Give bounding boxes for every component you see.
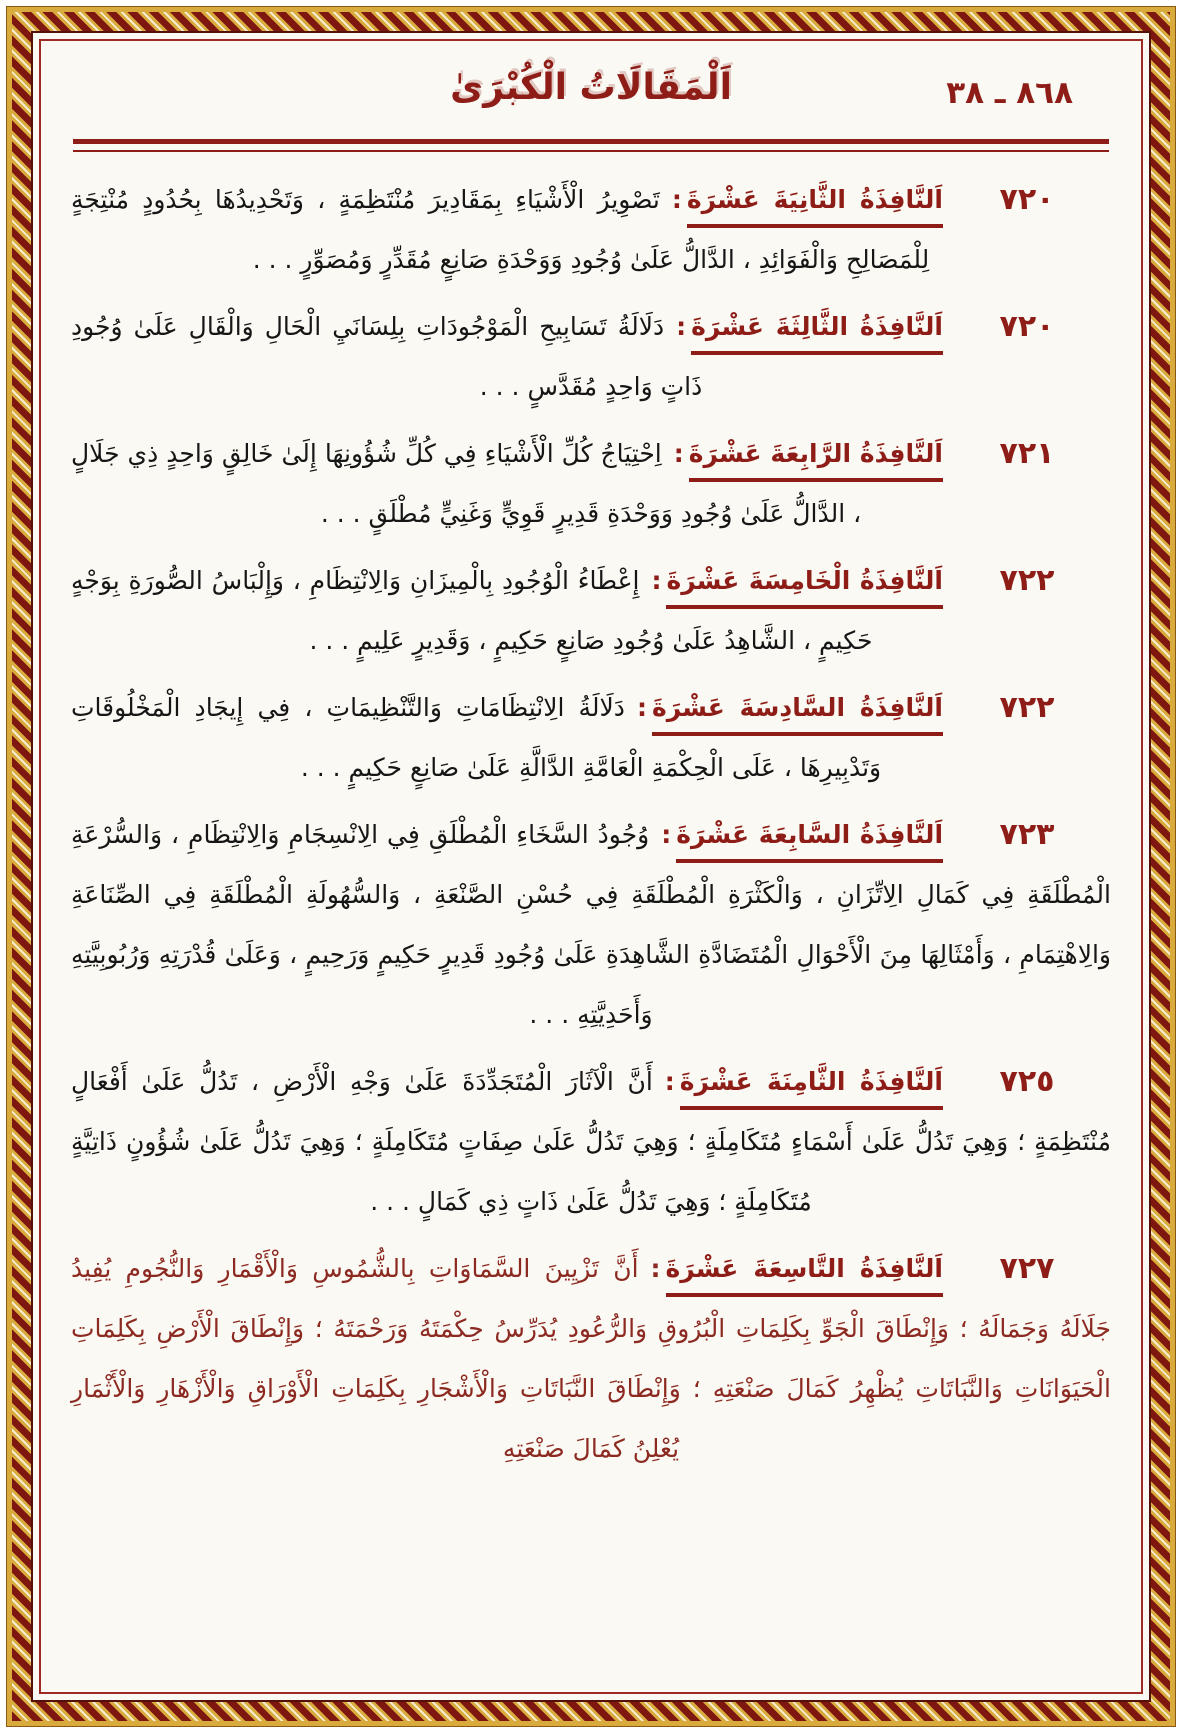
heading-colon: : <box>651 566 662 595</box>
paragraph-heading <box>666 1254 943 1283</box>
heading-colon: : <box>673 439 684 468</box>
paragraph <box>71 1239 1111 1479</box>
paragraph-body: دَلَالَةُ تَسَابِيحِ الْمَوْجُودَاتِ بِلِسَانَيِ الْحَالِ وَالْقَالِ عَلَىٰ وُجُودِ ذَاتٍ وَاحِدٍ مُقَدَّسٍ . . . <box>71 312 703 401</box>
paragraph <box>71 297 1111 417</box>
heading-colon: : <box>636 693 647 722</box>
heading-colon: : <box>650 1254 661 1283</box>
paragraph-heading <box>680 1067 943 1096</box>
header-divider <box>73 139 1109 152</box>
paragraph-heading <box>687 185 943 214</box>
paragraph-number: ٧٢٠ <box>999 309 1055 344</box>
paragraph-body: اِحْتِيَاجُ كُلِّ الْأَشْيَاءِ فِي كُلِّ شُؤُونِهَا إِلَىٰ خَالِقٍ وَاحِدٍ ذِي جَلَالٍ ، الدَّالُّ عَلَىٰ وُجُودِ وَوَحْدَةِ قَدِيرٍ قَوِيٍّ وَغَنِيٍّ مُطْلَقٍ . . . <box>71 439 862 528</box>
paragraph-body: أَنَّ تَزْيِينَ السَّمَاوَاتِ بِالشُّمُوسِ وَالْأَقْمَارِ وَالنُّجُومِ يُفِيدُ جَلَالَهُ وَجَمَالَهُ ؛ وَإِنْطَاقَ الْجَوِّ بِكَلِمَاتِ الْبُرُوقِ وَالرُّعُودِ يُدَرِّسُ حِكْمَتَهُ وَرَحْمَتَهُ ؛ وَإِنْطَاقَ الْأَرْضِ بِكَلِمَاتِ الْحَيَوَانَاتِ وَالنَّبَاتَاتِ يُظْهِرُ كَمَالَ صَنْعَتِهِ ؛ وَإِنْطَاقَ النَّبَاتَاتِ وَالْأَشْجَارِ بِكَلِمَاتِ الْأَوْرَاقِ وَالْأَزْهَارِ وَالْأَثْمَارِ يُعْلِنُ كَمَالَ صَنْعَتِهِ <box>71 1254 1111 1463</box>
paragraph-heading-text: اَلنَّافِذَةُ الْخَامِسَةَ عَشْرَةَ <box>666 566 943 595</box>
paragraph <box>71 1052 1111 1232</box>
paragraph-number: ٧٢٠ <box>999 182 1055 217</box>
paragraph-number: ٧٢٢ <box>999 690 1055 725</box>
paragraph-heading-text: اَلنَّافِذَةُ الثَّامِنَةَ عَشْرَةَ <box>679 1067 943 1096</box>
paragraph-heading <box>689 439 943 468</box>
paragraph-heading-text: اَلنَّافِذَةُ الثَّانِيَةَ عَشْرَةَ <box>686 185 943 214</box>
inner-mat <box>33 33 1149 1700</box>
paragraph-number: ٧٢٥ <box>999 1064 1055 1099</box>
paragraph <box>71 678 1111 798</box>
paragraph-body: دَلَالَةُ الِانْتِظَامَاتِ وَالتَّنْظِيمَاتِ ، فِي إِيجَادِ الْمَخْلُوقَاتِ وَتَدْبِيرِهَا ، عَلَى الْحِكْمَةِ الْعَامَّةِ الدَّالَّةِ عَلَىٰ صَانِعٍ حَكِيمٍ . . . <box>71 693 882 782</box>
paragraph-body: تَصْوِيرُ الْأَشْيَاءِ بِمَقَادِيرَ مُنْتَظِمَةٍ ، وَتَحْدِيدُهَا بِحُدُودٍ مُنْتِجَةٍ لِلْمَصَالِحِ وَالْفَوَائِدِ ، الدَّالُّ عَلَىٰ وُجُودِ وَوَحْدَةِ صَانِعٍ مُقَدِّرٍ وَمُصَوِّرٍ . . . <box>71 185 930 274</box>
paragraph-heading-text: اَلنَّافِذَةُ السَّابِعَةَ عَشْرَةَ <box>676 820 944 849</box>
paragraph-heading <box>691 312 943 341</box>
paragraph-number: ٧٢٧ <box>999 1251 1055 1286</box>
paragraph-heading <box>652 693 943 722</box>
heading-colon: : <box>676 312 687 341</box>
paragraph-heading-text: اَلنَّافِذَةُ السَّادِسَةَ عَشْرَةَ <box>651 693 943 722</box>
paragraph-heading-text: اَلنَّافِذَةُ الرَّابِعَةَ عَشْرَةَ <box>688 439 943 468</box>
paragraph-heading <box>676 820 943 849</box>
paragraph-number: ٧٢٣ <box>999 817 1055 852</box>
paragraph-body: أَنَّ الْآثَارَ الْمُتَجَدِّدَةَ عَلَىٰ وَجْهِ الْأَرْضِ ، تَدُلُّ عَلَىٰ أَفْعَالٍ مُنْتَظِمَةٍ ؛ وَهِيَ تَدُلُّ عَلَىٰ أَسْمَاءٍ مُتَكَامِلَةٍ ؛ وَهِيَ تَدُلُّ عَلَىٰ صِفَاتٍ مُتَكَامِلَةٍ ؛ وَهِيَ تَدُلُّ عَلَىٰ شُؤُونٍ ذَاتِيَّةٍ مُتَكَامِلَةٍ ؛ وَهِيَ تَدُلُّ عَلَىٰ ذَاتٍ ذِي كَمَالٍ . . . <box>71 1067 1111 1216</box>
heading-colon: : <box>661 820 672 849</box>
heading-colon: : <box>671 185 682 214</box>
paragraph-body: وُجُودُ السَّخَاءِ الْمُطْلَقِ فِي الِانْسِجَامِ وَالِانْتِظَامِ ، وَالسُّرْعَةِ الْمُطْلَقَةِ فِي كَمَالِ الِاتِّزَانِ ، وَالْكَثْرَةِ الْمُطْلَقَةِ فِي حُسْنِ الصَّنْعَةِ ، وَالسُّهُولَةِ الْمُطْلَقَةِ فِي الصِّنَاعَةِ وَالِاهْتِمَامِ ، وَأَمْثَالِهَا مِنَ الْأَحْوَالِ الْمُتَضَادَّةِ الشَّاهِدَةِ عَلَىٰ وُجُودِ قَدِيرٍ حَكِيمٍ وَرَحِيمٍ ، وَعَلَىٰ قُدْرَتِهِ وَرُبُوبِيَّتِهِ وَأَحَدِيَّتِهِ . . . <box>71 820 1111 1029</box>
paragraph-heading-text: اَلنَّافِذَةُ الثَّالِثَةَ عَشْرَةَ <box>691 312 943 341</box>
decorative-border-frame <box>7 7 1175 1726</box>
paragraph <box>71 551 1111 671</box>
paragraph-heading-text: اَلنَّافِذَةُ التَّاسِعَةَ عَشْرَةَ <box>665 1254 943 1283</box>
paragraph <box>71 424 1111 544</box>
page-title: اَلْمَقَالَاتُ الْكُبْرَىٰ <box>450 67 732 108</box>
page-content <box>39 39 1143 1694</box>
page-header <box>71 67 1111 129</box>
heading-colon: : <box>664 1067 675 1096</box>
paragraph-heading <box>666 566 943 595</box>
paragraph <box>71 805 1111 1045</box>
paragraph <box>71 170 1111 290</box>
paragraph-number: ٧٢٢ <box>999 563 1055 598</box>
paragraph-body: إِعْطَاءُ الْوُجُودِ بِالْمِيزَانِ وَالِانْتِظَامِ ، وَإِلْبَاسُ الصُّورَةِ بِوَجْهٍ حَكِيمٍ ، الشَّاهِدُ عَلَىٰ وُجُودِ صَانِعٍ حَكِيمٍ ، وَقَدِيرٍ عَلِيمٍ . . . <box>71 566 873 655</box>
page-number: ٨٦٨ ـ ٣٨ <box>946 75 1073 111</box>
paragraph-number: ٧٢١ <box>999 436 1055 471</box>
